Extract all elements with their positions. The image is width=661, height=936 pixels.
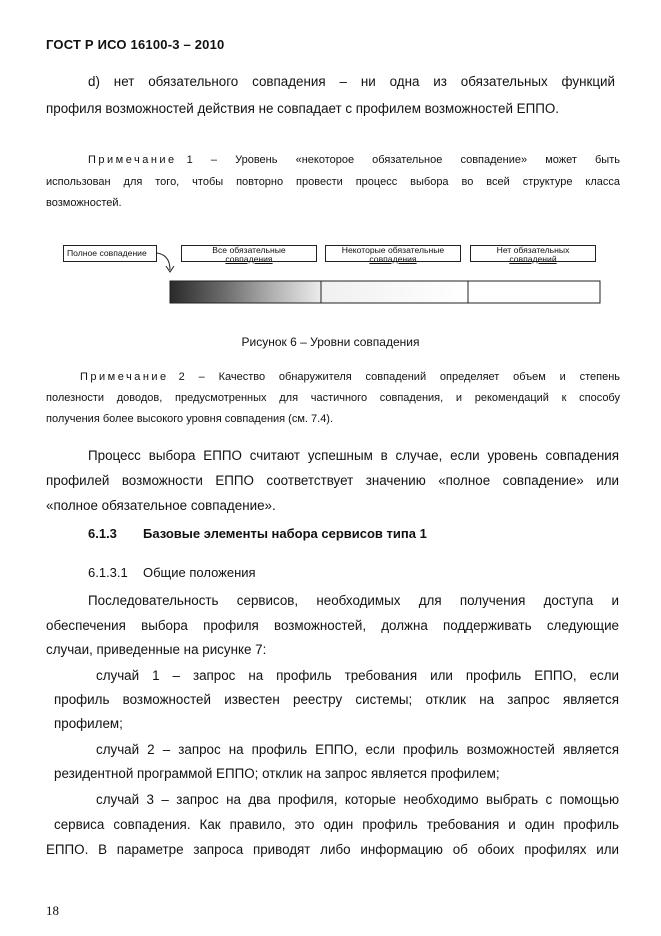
subsection-number: 6.1.3.1 xyxy=(88,565,128,580)
section-title: Базовые элементы набора сервисов типа 1 xyxy=(143,526,427,541)
label-no-mandatory xyxy=(470,245,596,262)
note2-text: 2 – Качество обнаружителя совпадений определяет объем и степень xyxy=(178,371,620,383)
case3-line3: ЕППО. В параметре запроса приводят либо информацию об обоих профилях или xyxy=(46,842,619,857)
page-number: 18 xyxy=(46,903,59,918)
segment-full-match xyxy=(170,281,321,303)
label-all-mandatory-line1: Все обязательные xyxy=(212,245,286,255)
label-full-match-text: Полное совпадение xyxy=(67,248,147,258)
note2-label: Примечание xyxy=(80,371,169,383)
note2-line1 xyxy=(80,367,620,389)
subsection-title: Общие положения xyxy=(143,565,256,580)
item-d-line2: профиля возможностей действия не совпадает с профилем возможностей ЕППО. xyxy=(46,101,559,116)
note2-line2: полезности доводов, предусмотренных для частичного совпадения, и рекомендаций к способу xyxy=(46,392,620,404)
selection-line1: Процесс выбора ЕППО считают успешным в случае, если уровень совпадения xyxy=(88,448,619,463)
note1-label: Примечание xyxy=(88,154,177,166)
label-no-mandatory-line1: Нет обязательных xyxy=(496,245,570,255)
case1-line3: профилем; xyxy=(54,716,123,731)
label-all-mandatory-line2: совпадения xyxy=(225,254,273,264)
note2-line3: получения более высокого уровня совпадения (см. 7.4). xyxy=(46,413,334,425)
sequence-line1: Последовательность сервисов, необходимых для получения доступа и xyxy=(88,593,619,608)
case3-line2: сервиса совпадения. Как правило, это один профиль требования и один профиль xyxy=(54,817,619,832)
case1-line1: случай 1 – запрос на профиль требования или профиль ЕППО, если xyxy=(96,668,619,683)
label-no-mandatory-line2: совпадений xyxy=(509,254,557,264)
label-some-mandatory-line2: совпадения xyxy=(369,254,417,264)
match-level-bar xyxy=(169,280,602,304)
label-full-match xyxy=(63,245,157,262)
label-some-mandatory-line1: Некоторые обязательные xyxy=(341,245,445,255)
figure-caption: Рисунок 6 – Уровни совпадения xyxy=(241,335,420,349)
selection-line2: профилей возможности ЕППО соответствует значению «полное совпадение» или xyxy=(46,473,619,488)
sequence-line3: случаи, приведенные на рисунке 7: xyxy=(46,642,267,657)
note1-text: 1 – Уровень «некоторое обязательное совпадение» может быть xyxy=(186,154,620,166)
note1-line2: использован для того, чтобы повторно провести процесс выбора во всей структуре класса xyxy=(46,176,620,188)
note1-line3: возможностей. xyxy=(46,197,122,209)
sequence-line2: обеспечения выбора профиля возможностей, должна поддерживать следующие xyxy=(46,618,619,633)
case3-line1: случай 3 – запрос на два профиля, которые необходимо выбрать с помощью xyxy=(96,792,619,807)
label-all-mandatory xyxy=(181,245,317,262)
segment-some-mandatory xyxy=(321,281,468,303)
document-header: ГОСТ Р ИСО 16100-3 – 2010 xyxy=(46,37,225,52)
figure-6 xyxy=(0,0,661,320)
segment-no-mandatory xyxy=(468,281,600,303)
section-number: 6.1.3 xyxy=(88,526,117,541)
item-d-line1: d) нет обязательного совпадения – ни одна из обязательных функций xyxy=(88,74,615,89)
case2-line1: случай 2 – запрос на профиль ЕППО, если профиль возможностей является xyxy=(96,742,619,757)
case2-line2: резидентной программой ЕППО; отклик на запрос является профилем; xyxy=(54,766,500,781)
case1-line2: профиль возможностей известен реестру системы; отклик на запрос является xyxy=(54,692,619,707)
label-some-mandatory xyxy=(325,245,461,262)
selection-line3: «полное обязательное совпадение». xyxy=(46,498,276,513)
